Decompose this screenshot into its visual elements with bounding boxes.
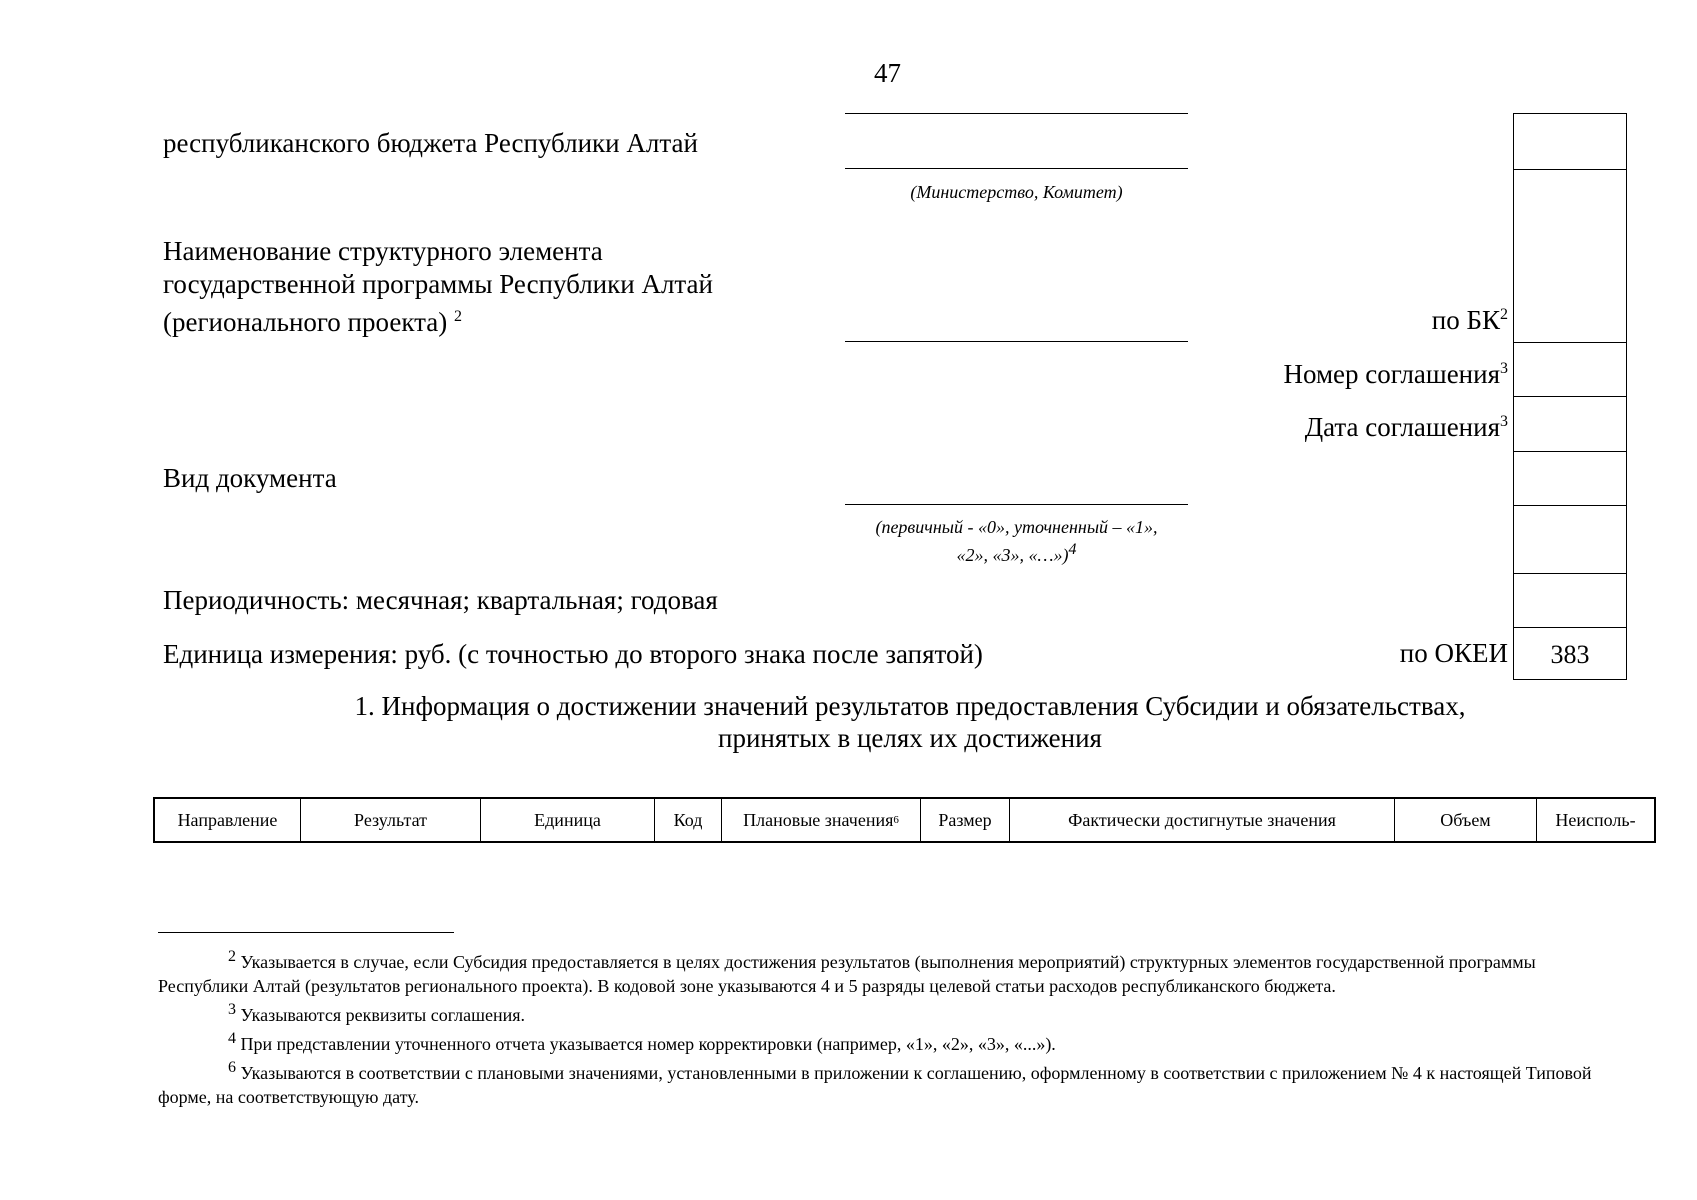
col-header-volume: Объем	[1395, 799, 1537, 841]
code-cell-agreement-number[interactable]	[1514, 342, 1626, 396]
code-cell-budget[interactable]	[1514, 114, 1626, 169]
code-cell-bk[interactable]	[1514, 169, 1626, 342]
budget-label: республиканского бюджета Республики Алтай	[163, 128, 698, 158]
agreement-date-label: Дата соглашения$^3$	[1304, 412, 1508, 442]
col-header-direction: Направление	[155, 799, 301, 841]
footnote-4: $^4$ При представлении уточненного отчета указывается номер корректировки (например, «1», «2», «3», «...»).	[228, 1030, 1056, 1054]
code-box	[1513, 113, 1627, 680]
footnote-6: $^6$ Указываются в соответствии с плановыми значениями, установленными в приложении к соглашению, оформленному в соответствии с приложением № 4 к настоящей Типовой форме, на соответствующую дату.	[158, 1059, 1592, 1107]
code-cell-doc-type[interactable]	[1514, 451, 1626, 505]
unit-label: Единица измерения: руб. (с точностью до второго знака после запятой)	[163, 639, 983, 669]
section-title-line2: принятых в целях их достижения	[718, 723, 1102, 753]
code-cell-okei[interactable]: 383	[1514, 627, 1626, 681]
col-header-unused: Неисполь-	[1555, 809, 1636, 830]
okei-label: по ОКЕИ	[1399, 638, 1508, 668]
doc-type-label: Вид документа	[163, 463, 337, 493]
col-header-unit: Единица	[481, 799, 655, 841]
ministry-fill-line[interactable]	[845, 168, 1188, 169]
fill-line-top	[845, 113, 1188, 114]
col-header-actual: Фактически достигнутые значения	[1010, 799, 1395, 841]
col-header-code: Код	[655, 799, 722, 841]
element-label-line3: (регионального проекта) $^2$	[163, 307, 462, 337]
bk-label: по $БК^2$	[1431, 305, 1508, 335]
agreement-number-label: Номер соглашения$^3$	[1283, 359, 1508, 389]
element-fill-line[interactable]	[845, 341, 1188, 342]
results-table-header	[153, 797, 1656, 843]
doc-type-caption-line1: (первичный - «0», уточненный – «1»,	[875, 517, 1158, 537]
periodicity-label: Периодичность: месячная; квартальная; годовая	[163, 585, 718, 615]
doc-type-caption-line2: «2», «3», «…»)$^4$	[956, 541, 1077, 565]
footnote-separator	[158, 932, 454, 933]
footnote-2: $^2$ Указывается в случае, если Субсидия предоставляется в целях достижения результатов (выполнения мероприятий) структурных элементов государственной программы Республики Алтай (результатов регионального проекта). В кодовой зоне указываются 4 и 5 разряды целевой статьи расходов республиканского бюджета.	[158, 948, 1536, 996]
doc-type-fill-line[interactable]	[845, 504, 1188, 505]
page-number: 47	[874, 58, 901, 88]
footnote-3: $^3$ Указываются реквизиты соглашения.	[228, 1001, 526, 1025]
ministry-caption: (Министерство, Комитет)	[910, 182, 1123, 202]
element-label-line2: государственной программы Республики Алтай	[163, 269, 713, 299]
element-label-line1: Наименование структурного элемента	[163, 236, 603, 266]
col-header-size: Размер	[921, 799, 1010, 841]
footnotes	[158, 945, 1618, 1109]
col-header-result: Результат	[301, 799, 481, 841]
code-cell-blank[interactable]	[1514, 505, 1626, 573]
code-cell-agreement-date[interactable]	[1514, 396, 1626, 451]
code-cell-periodicity[interactable]	[1514, 573, 1626, 627]
section-title-line1: 1. Информация о достижении значений результатов предоставления Субсидии и обязательствах,	[354, 691, 1466, 721]
col-header-planned: Плановые значения 6	[722, 799, 921, 841]
